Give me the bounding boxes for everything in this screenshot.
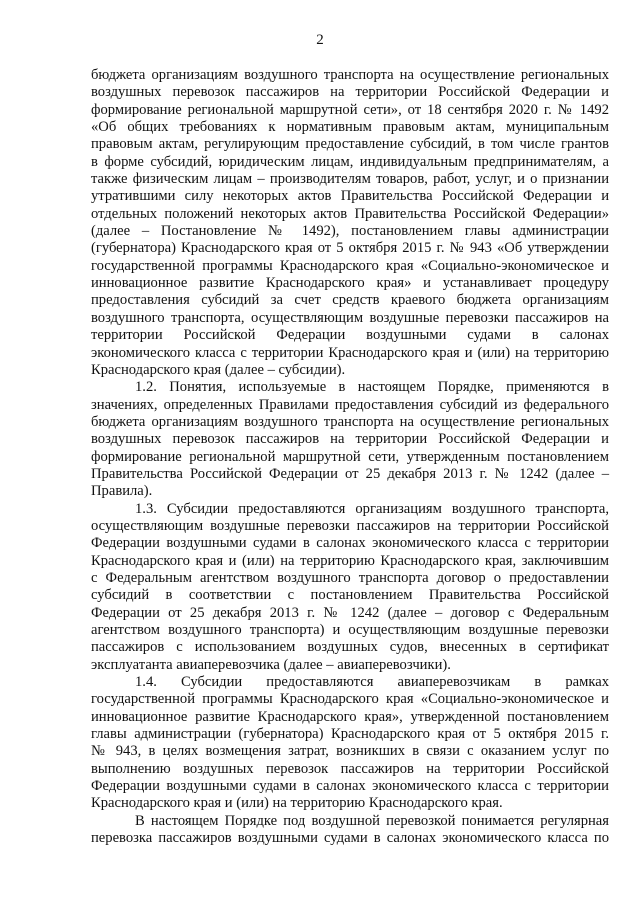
text-line: значениях, определенных Правилами предоставления субсидий из федерального — [91, 396, 609, 413]
text-line: № 943, в целях возмещения затрат, возникших в связи с оказанием услуг по — [91, 743, 609, 760]
text-line: агентством воздушного транспорта) и осуществляющим воздушные перевозки — [91, 622, 609, 638]
text-line: бюджета организациям воздушного транспорта на осуществление региональных — [91, 413, 609, 430]
paragraph-1-4 — [91, 674, 609, 813]
text-line: правовым актам, регулирующим предоставление субсидий, в том числе грантов — [91, 136, 609, 153]
text-line: Краснодарского края и (или) на территорию Краснодарского края, заключившим — [91, 552, 609, 569]
text-line: инновационное развитие Краснодарского края», утвержденной постановлением — [91, 708, 609, 725]
text-line: (губернатора) Краснодарского края от 5 октября 2015 г. № 943 «Об утверждении — [91, 240, 609, 257]
text-line: воздушного транспорта, осуществляющим воздушные перевозки пассажиров на — [91, 309, 609, 326]
text-line: в форме субсидий, юридическим лицам, индивидуальным предпринимателям, а — [91, 153, 609, 170]
text-line: экономического класса с территории Краснодарского края и (или) на территорию — [91, 344, 609, 361]
text-line: осуществляющим воздушные перевозки пассажиров на территории Российской — [91, 517, 609, 534]
paragraph-1-3 — [91, 501, 609, 674]
text-line: 1.3. Субсидии предоставляются организациям воздушного транспорта, — [135, 500, 609, 517]
page-number: 2 — [316, 32, 324, 48]
text-line: формирование региональной маршрутной сети, утвержденным постановлением — [91, 448, 609, 465]
text-line: Правила). — [91, 483, 153, 500]
text-line: 1.4. Субсидии предоставляются авиаперевозчикам в рамках — [135, 674, 609, 691]
text-line: перевозка пассажиров воздушными судами в салонах экономического класса по — [91, 830, 609, 847]
text-line: также физическим лицам – производителям товаров, работ, услуг, и о признании — [91, 171, 609, 188]
text-line: предоставления субсидий за счет средств краевого бюджета организациям — [91, 292, 609, 309]
text-line: выполнению воздушных перевозок пассажиров на территории Российской — [91, 760, 609, 777]
text-line: Федерации воздушными судами в салонах экономического класса с территории — [91, 778, 609, 795]
document-body — [91, 67, 609, 847]
text-line: Федерации от 25 декабря 2013 г. № 1242 (далее – договор с Федеральным — [91, 604, 609, 621]
text-line: государственной программы Краснодарского края «Социально-экономическое и — [91, 691, 609, 708]
paragraph-air-transport-definition — [91, 813, 609, 848]
text-line: формирование региональной маршрутной сети», от 18 сентября 2020 г. № 1492 — [91, 101, 609, 118]
text-line: «Об общих требованиях к нормативным правовым актам, муниципальным — [91, 119, 609, 136]
text-line: Краснодарского края (далее – субсидии). — [91, 361, 346, 378]
text-line: пассажиров с использованием воздушных судов, внесенных в сертификат — [91, 639, 609, 656]
text-line: инновационное развитие Краснодарского края» и устанавливает процедуру — [91, 275, 609, 292]
text-line: территории Российской Федерации воздушными судами в салонах — [91, 327, 609, 344]
text-line: (далее – Постановление № 1492), постановлением главы администрации — [91, 223, 609, 240]
text-line: субсидий в соответствии с постановлением Правительства Российской — [91, 587, 609, 604]
text-line: воздушных перевозок пассажиров на территории Российской Федерации и — [91, 431, 609, 448]
text-line: с Федеральным агентством воздушного транспорта договор о предоставлении — [91, 569, 609, 586]
paragraph-1-1-continuation — [91, 67, 609, 379]
text-line: главы администрации (губернатора) Краснодарского края от 5 октября 2015 г. — [91, 726, 609, 743]
text-line: воздушных перевозок пассажиров на территории Российской Федерации и — [91, 84, 609, 101]
text-line: Краснодарского края и (или) на территорию Краснодарского края. — [91, 795, 503, 812]
text-line: бюджета организациям воздушного транспорта на осуществление региональных — [91, 67, 609, 83]
text-line: Правительства Российской Федерации от 25 декабря 2013 г. № 1242 (далее – — [91, 465, 609, 482]
text-line: В настоящем Порядке под воздушной перевозкой понимается регулярная — [135, 812, 609, 829]
text-line: отдельных положений некоторых актов Правительства Российской Федерации» — [91, 205, 609, 222]
text-line: утратившими силу некоторых актов Правительства Российской Федерации и — [91, 188, 609, 205]
paragraph-1-2 — [91, 379, 609, 500]
text-line: государственной программы Краснодарского края «Социально-экономическое и — [91, 257, 609, 274]
text-line: 1.2. Понятия, используемые в настоящем Порядке, применяются в — [135, 379, 609, 396]
text-line: Федерации воздушными судами в салонах экономического класса с территории — [91, 535, 609, 552]
text-line: эксплуатанта авиаперевозчика (далее – авиаперевозчики). — [91, 656, 451, 673]
